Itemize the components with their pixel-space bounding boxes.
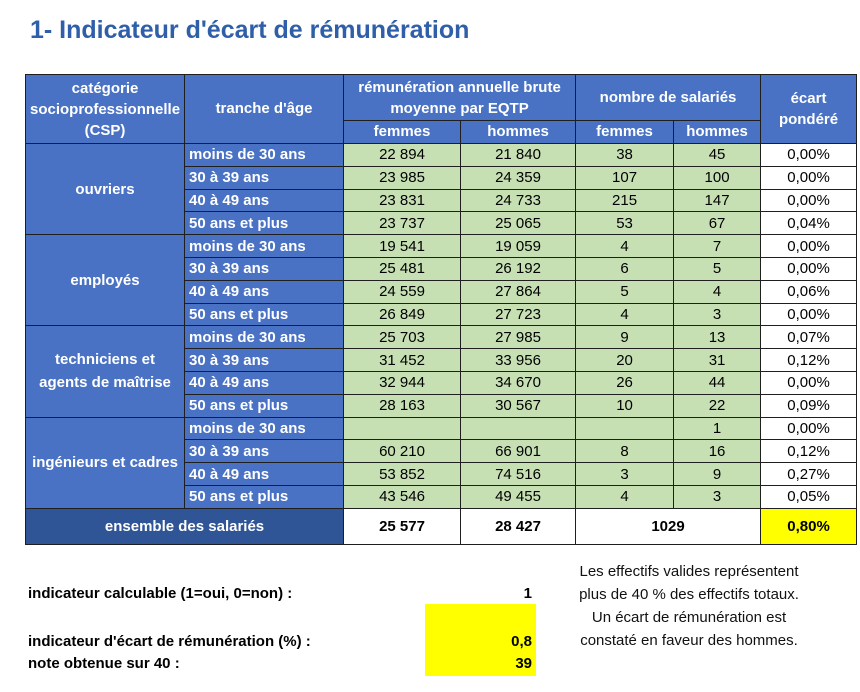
nb-femmes: 9 bbox=[576, 326, 674, 349]
nb-hommes: 4 bbox=[674, 280, 761, 303]
nb-femmes: 4 bbox=[576, 485, 674, 508]
nb-femmes: 107 bbox=[576, 166, 674, 189]
ecart-pondere: 0,00% bbox=[761, 235, 857, 258]
age-range: 30 à 39 ans bbox=[185, 349, 344, 372]
remuneration-hommes: 30 567 bbox=[461, 394, 576, 417]
age-range: moins de 30 ans bbox=[185, 326, 344, 349]
nb-femmes: 20 bbox=[576, 349, 674, 372]
ecart-pondere: 0,00% bbox=[761, 144, 857, 167]
nb-hommes: 16 bbox=[674, 440, 761, 463]
summary-note-line: constaté en faveur des hommes. bbox=[580, 632, 798, 649]
remuneration-femmes: 24 559 bbox=[344, 280, 461, 303]
age-range: 40 à 49 ans bbox=[185, 280, 344, 303]
header-age: tranche d'âge bbox=[185, 75, 344, 144]
ecart-pondere: 0,04% bbox=[761, 212, 857, 235]
total-rem-femmes: 25 577 bbox=[344, 508, 461, 544]
remuneration-hommes: 27 723 bbox=[461, 303, 576, 326]
ecart-pondere: 0,12% bbox=[761, 440, 857, 463]
nb-femmes: 26 bbox=[576, 371, 674, 394]
ecart-pondere: 0,00% bbox=[761, 257, 857, 280]
remuneration-femmes bbox=[344, 417, 461, 440]
nb-femmes: 4 bbox=[576, 235, 674, 258]
nb-hommes: 13 bbox=[674, 326, 761, 349]
remuneration-femmes: 43 546 bbox=[344, 485, 461, 508]
total-nb-salaries: 1029 bbox=[576, 508, 761, 544]
total-label: ensemble des salariés bbox=[26, 508, 344, 544]
csp-category: employés bbox=[26, 235, 185, 326]
ecart-pondere: 0,00% bbox=[761, 303, 857, 326]
nb-hommes: 1 bbox=[674, 417, 761, 440]
header-nb-femmes: femmes bbox=[576, 121, 674, 144]
remuneration-hommes: 74 516 bbox=[461, 463, 576, 486]
nb-hommes: 44 bbox=[674, 371, 761, 394]
header-nb-hommes: hommes bbox=[674, 121, 761, 144]
header-rem-femmes: femmes bbox=[344, 121, 461, 144]
indicator-calculable-label: indicateur calculable (1=oui, 0=non) : bbox=[28, 585, 293, 602]
nb-hommes: 5 bbox=[674, 257, 761, 280]
nb-hommes: 9 bbox=[674, 463, 761, 486]
remuneration-hommes: 24 733 bbox=[461, 189, 576, 212]
remuneration-femmes: 60 210 bbox=[344, 440, 461, 463]
age-range: 40 à 49 ans bbox=[185, 463, 344, 486]
header-ecart: écart pondéré bbox=[761, 75, 857, 144]
remuneration-femmes: 19 541 bbox=[344, 235, 461, 258]
nb-femmes: 5 bbox=[576, 280, 674, 303]
remuneration-hommes: 33 956 bbox=[461, 349, 576, 372]
remuneration-femmes: 23 831 bbox=[344, 189, 461, 212]
table-row bbox=[26, 326, 857, 349]
summary-note bbox=[560, 560, 818, 652]
remuneration-femmes: 28 163 bbox=[344, 394, 461, 417]
remuneration-hommes: 49 455 bbox=[461, 485, 576, 508]
remuneration-hommes: 27 985 bbox=[461, 326, 576, 349]
nb-hommes: 31 bbox=[674, 349, 761, 372]
remuneration-hommes: 25 065 bbox=[461, 212, 576, 235]
ecart-pondere: 0,00% bbox=[761, 417, 857, 440]
table-row bbox=[26, 417, 857, 440]
csp-category: ouvriers bbox=[26, 144, 185, 235]
age-range: moins de 30 ans bbox=[185, 417, 344, 440]
summary-note-line: Un écart de rémunération est bbox=[591, 609, 787, 626]
header-csp: catégorie socioprofessionnelle (CSP) bbox=[26, 75, 185, 144]
ecart-pondere: 0,00% bbox=[761, 189, 857, 212]
nb-hommes: 67 bbox=[674, 212, 761, 235]
table-row bbox=[26, 144, 857, 167]
remuneration-hommes: 27 864 bbox=[461, 280, 576, 303]
nb-femmes: 3 bbox=[576, 463, 674, 486]
remuneration-hommes bbox=[461, 417, 576, 440]
remuneration-hommes: 66 901 bbox=[461, 440, 576, 463]
nb-femmes: 10 bbox=[576, 394, 674, 417]
age-range: 50 ans et plus bbox=[185, 303, 344, 326]
nb-femmes: 6 bbox=[576, 257, 674, 280]
nb-femmes: 53 bbox=[576, 212, 674, 235]
nb-femmes: 38 bbox=[576, 144, 674, 167]
nb-femmes: 8 bbox=[576, 440, 674, 463]
nb-femmes: 215 bbox=[576, 189, 674, 212]
remuneration-hommes: 26 192 bbox=[461, 257, 576, 280]
csp-category: techniciens et agents de maîtrise bbox=[26, 326, 185, 417]
indicator-ecart-value: 0,8 bbox=[511, 633, 532, 650]
remuneration-femmes: 22 894 bbox=[344, 144, 461, 167]
age-range: 30 à 39 ans bbox=[185, 166, 344, 189]
nb-hommes: 45 bbox=[674, 144, 761, 167]
indicator-note-value: 39 bbox=[515, 655, 532, 672]
total-rem-hommes: 28 427 bbox=[461, 508, 576, 544]
remuneration-hommes: 19 059 bbox=[461, 235, 576, 258]
age-range: 30 à 39 ans bbox=[185, 257, 344, 280]
nb-hommes: 147 bbox=[674, 189, 761, 212]
ecart-pondere: 0,27% bbox=[761, 463, 857, 486]
ecart-pondere: 0,07% bbox=[761, 326, 857, 349]
header-salaries: nombre de salariés bbox=[576, 75, 761, 121]
age-range: 40 à 49 ans bbox=[185, 371, 344, 394]
remuneration-hommes: 21 840 bbox=[461, 144, 576, 167]
indicator-note-label: note obtenue sur 40 : bbox=[28, 655, 180, 672]
indicator-calculable-value: 1 bbox=[523, 585, 532, 602]
ecart-pondere: 0,06% bbox=[761, 280, 857, 303]
nb-hommes: 3 bbox=[674, 303, 761, 326]
page-title: 1- Indicateur d'écart de rémunération bbox=[30, 16, 470, 44]
summary-note-line: Les effectifs valides représentent bbox=[579, 563, 799, 580]
remuneration-femmes: 53 852 bbox=[344, 463, 461, 486]
indicator-ecart-label: indicateur d'écart de rémunération (%) : bbox=[28, 633, 311, 650]
csp-category: ingénieurs et cadres bbox=[26, 417, 185, 508]
total-ecart: 0,80% bbox=[761, 508, 857, 544]
ecart-pondere: 0,00% bbox=[761, 371, 857, 394]
nb-hommes: 100 bbox=[674, 166, 761, 189]
nb-hommes: 3 bbox=[674, 485, 761, 508]
age-range: 50 ans et plus bbox=[185, 485, 344, 508]
remuneration-femmes: 23 737 bbox=[344, 212, 461, 235]
remuneration-femmes: 25 481 bbox=[344, 257, 461, 280]
summary-note-line: plus de 40 % des effectifs totaux. bbox=[579, 586, 799, 603]
pay-gap-table bbox=[25, 74, 857, 545]
age-range: moins de 30 ans bbox=[185, 235, 344, 258]
age-range: 40 à 49 ans bbox=[185, 189, 344, 212]
remuneration-femmes: 26 849 bbox=[344, 303, 461, 326]
ecart-pondere: 0,09% bbox=[761, 394, 857, 417]
remuneration-femmes: 25 703 bbox=[344, 326, 461, 349]
age-range: 30 à 39 ans bbox=[185, 440, 344, 463]
nb-femmes: 4 bbox=[576, 303, 674, 326]
ecart-pondere: 0,05% bbox=[761, 485, 857, 508]
header-rem-hommes: hommes bbox=[461, 121, 576, 144]
remuneration-femmes: 32 944 bbox=[344, 371, 461, 394]
header-remuneration: rémunération annuelle brute moyenne par EQTP bbox=[344, 75, 576, 121]
remuneration-hommes: 34 670 bbox=[461, 371, 576, 394]
age-range: moins de 30 ans bbox=[185, 144, 344, 167]
ecart-pondere: 0,00% bbox=[761, 166, 857, 189]
remuneration-femmes: 31 452 bbox=[344, 349, 461, 372]
remuneration-femmes: 23 985 bbox=[344, 166, 461, 189]
remuneration-hommes: 24 359 bbox=[461, 166, 576, 189]
age-range: 50 ans et plus bbox=[185, 394, 344, 417]
nb-hommes: 7 bbox=[674, 235, 761, 258]
ecart-pondere: 0,12% bbox=[761, 349, 857, 372]
table-row bbox=[26, 235, 857, 258]
age-range: 50 ans et plus bbox=[185, 212, 344, 235]
nb-hommes: 22 bbox=[674, 394, 761, 417]
nb-femmes bbox=[576, 417, 674, 440]
